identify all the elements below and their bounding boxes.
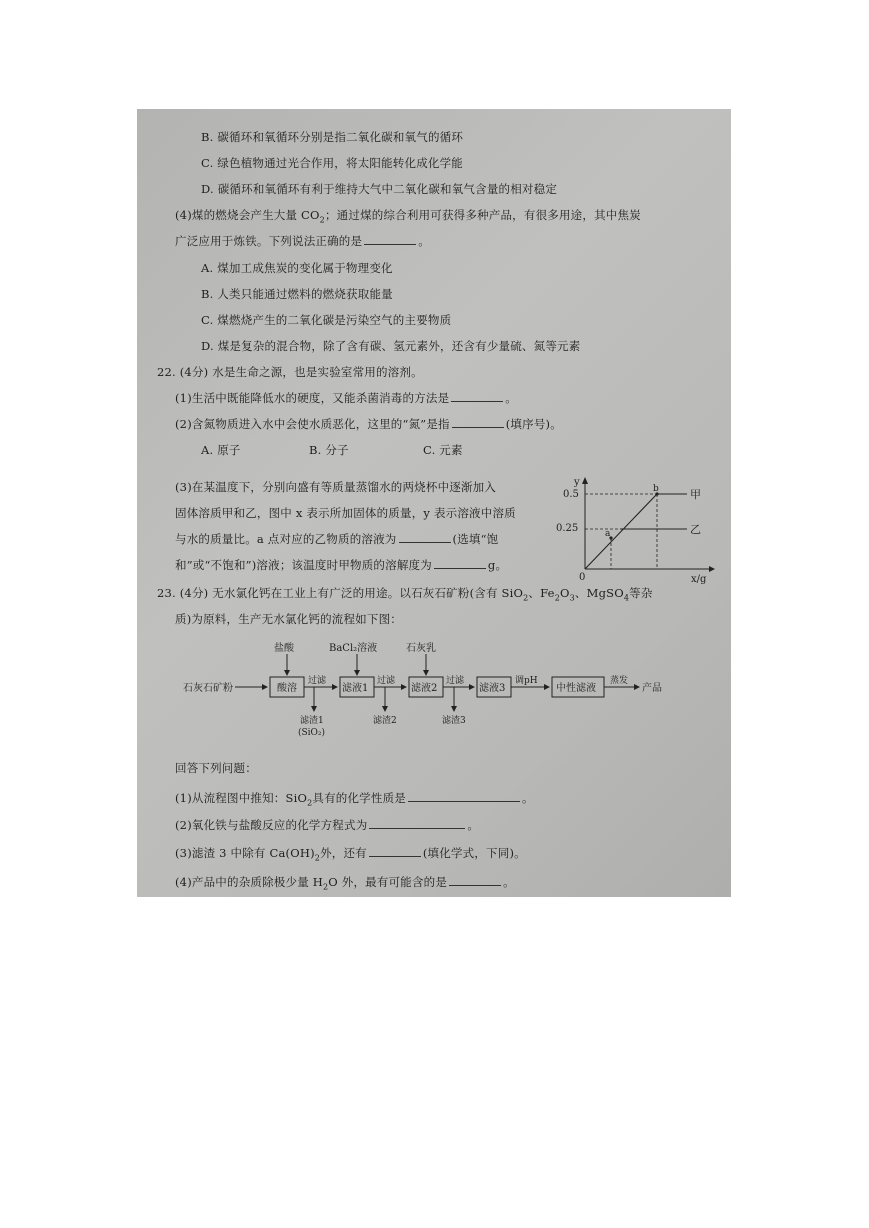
point-a-label: a (605, 529, 611, 539)
q21-option-d: D. 碳循环和氧循环有利于维持大气中二氧化碳和氧气含量的相对稳定 (201, 182, 558, 196)
answer-blank (452, 417, 504, 428)
q21-option-b: B. 碳循环和氧循环分别是指二氧化碳和氧气的循环 (201, 130, 464, 144)
q21-part4-option-c: C. 煤燃烧产生的二氧化碳是污染空气的主要物质 (201, 313, 452, 327)
x-axis-arrow (709, 566, 715, 572)
residue-1-note: (SiO₂) (298, 728, 326, 738)
q22-part2: (2)含氮物质进入水中会使水质恶化，这里的“氮”是指 (填序号)。 (175, 417, 562, 431)
q23-part1: (1)从流程图中推知：SiO$_2$具有的化学性质是 。 (175, 791, 534, 808)
box-acid-dissolve-label: 酸溶 (277, 683, 297, 694)
q23-part2: (2)氧化铁与盐酸反应的化学方程式为 。 (175, 818, 480, 832)
q21-option-c: C. 绿色植物通过光合作用，将太阳能转化成化学能 (201, 156, 463, 170)
q22-part3-line1: (3)在某温度下，分别向盛有等质量蒸馏水的两烧杯中逐渐加入 (175, 480, 497, 494)
residue-3: 滤渣3 (442, 716, 466, 726)
q23-line2: 质)为原料，生产无水氯化钙的流程如下图： (175, 612, 402, 626)
op-evaporate: 蒸发 (610, 676, 629, 686)
x-axis-label: x/g (691, 574, 707, 585)
answer-blank (369, 818, 465, 829)
answer-blank (451, 391, 503, 402)
input-bacl2: BaCl₂溶液 (329, 643, 378, 654)
box-neutral-filtrate-label: 中性滤液 (556, 683, 596, 694)
answer-blank (449, 875, 501, 886)
flow-product: 产品 (642, 683, 662, 694)
series-yi-label: 乙 (690, 523, 701, 536)
op-filter-2: 过滤 (377, 676, 396, 686)
q22-part3-line3: 与水的质量比。a 点对应的乙物质的溶液为 (选填“饱 (175, 532, 499, 546)
q23-answer-intro: 回答下列问题： (175, 761, 257, 775)
scanned-page-photo (137, 109, 731, 897)
q21-part4-option-a: A. 煤加工成焦炭的变化属于物理变化 (201, 261, 393, 275)
residue-1: 滤渣1 (300, 716, 324, 726)
q21-part4-line2: 广泛应用于炼铁。下列说法正确的是 。 (175, 234, 430, 248)
answer-blank (399, 532, 451, 543)
q23-part3: (3)滤渣 3 中除有 $Ca(OH)_2$外，还有 (填化学式，下同)。 (175, 846, 526, 863)
op-filter-3: 过滤 (446, 676, 465, 686)
origin-label: 0 (579, 572, 586, 583)
input-hydrochloric-acid: 盐酸 (274, 643, 294, 654)
op-adjust-ph: 调pH (515, 676, 538, 686)
input-lime-milk: 石灰乳 (406, 643, 436, 654)
answer-blank (408, 791, 520, 802)
y-axis-arrow (582, 477, 588, 484)
flow-start: 石灰石矿粉 (183, 683, 233, 694)
answer-blank (369, 846, 421, 857)
y-tick-0-5: 0.5 (563, 489, 579, 500)
solubility-graph (556, 474, 717, 585)
q21-part4-option-b: B. 人类只能通过燃料的燃烧获取能量 (201, 287, 393, 301)
q22-part1: (1)生活中既能降低水的硬度，又能杀菌消毒的方法是 。 (175, 391, 517, 405)
q22-option-a: A. 原子 (201, 443, 241, 457)
box-filtrate-2-label: 滤液2 (411, 683, 438, 694)
q21-part4-line1: (4)煤的燃烧会产生大量 $CO_2$；通过煤的综合利用可获得多种产品，有很多用途，其中焦炭 (175, 208, 641, 225)
q22-option-b: B. 分子 (309, 443, 349, 457)
op-filter-1: 过滤 (308, 676, 327, 686)
box-filtrate-3-label: 滤液3 (479, 683, 506, 694)
point-b-label: b (653, 484, 659, 494)
q23-heading: 23. (4分) 无水氯化钙在工业上有广泛的用途。以石灰石矿粉(含有 SiO$_2$、$Fe_2O_3$、MgSO$_4$等杂 (157, 586, 653, 603)
q22-part3-line4: 和”或“不饱和”)溶液；该温度时甲物质的溶解度为 g。 (175, 558, 508, 572)
q22-option-c: C. 元素 (423, 443, 463, 457)
series-jia-label: 甲 (690, 488, 701, 501)
process-flowchart (181, 641, 681, 741)
q22-part3-line2: 固体溶质甲和乙，图中 x 表示所加固体的质量，y 表示溶液中溶质 (175, 506, 516, 520)
y-tick-0-25: 0.25 (556, 523, 579, 534)
residue-2: 滤渣2 (373, 716, 397, 726)
q22-heading: 22. (4分) 水是生命之源，也是实验室常用的溶剂。 (157, 365, 423, 379)
q21-part4-option-d: D. 煤是复杂的混合物，除了含有碳、氢元素外，还含有少量硫、氮等元素 (201, 339, 581, 353)
box-filtrate-1-label: 滤液1 (342, 683, 369, 694)
y-axis-label: y (574, 477, 580, 488)
q23-part4: (4)产品中的杂质除极少量 $H_2O$ 外，最有可能含的是 。 (175, 875, 515, 892)
series-line-rising (585, 494, 657, 569)
answer-blank (364, 234, 416, 245)
answer-blank (434, 558, 486, 569)
